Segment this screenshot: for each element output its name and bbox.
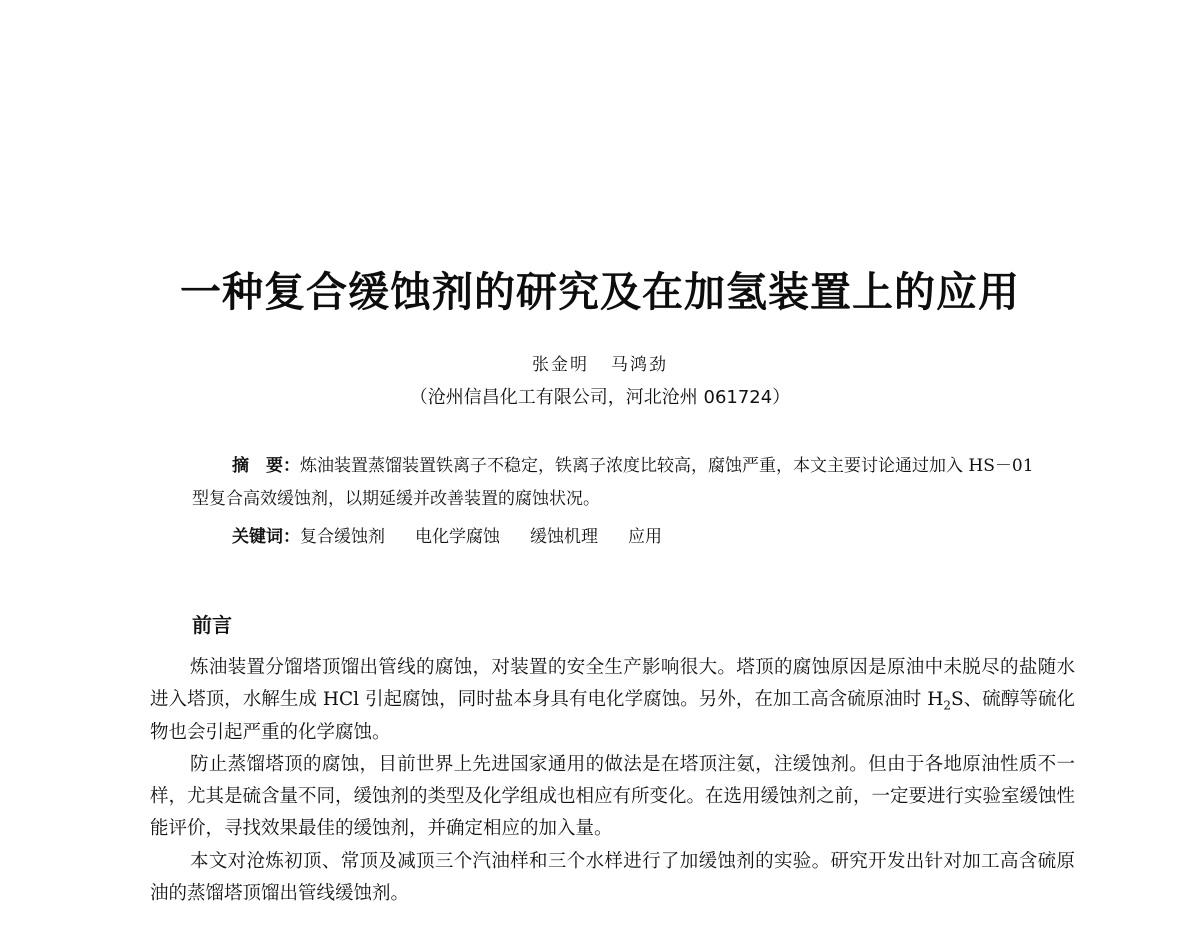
affiliation: （沧州信昌化工有限公司，河北沧州 061724）	[409, 387, 791, 408]
keywords-label: 关键词：	[232, 527, 300, 547]
keywords	[232, 522, 692, 552]
section-heading: 前言	[192, 613, 232, 637]
section-body	[150, 652, 1075, 910]
keyword: 电化学腐蚀	[415, 527, 500, 547]
paragraph-text: S、硫醇等硫化物也会引起严重的化学腐蚀。	[150, 689, 1075, 743]
author-name: 马鸿劲	[611, 355, 668, 375]
paper-title: 一种复合缓蚀剂的研究及在加氢装置上的应用	[180, 268, 1020, 316]
subscript: 2	[943, 698, 952, 713]
keyword: 复合缓蚀剂	[300, 527, 385, 547]
author-name: 张金明	[532, 355, 589, 375]
paragraph: 本文对沧炼初顶、常顶及减顶三个汽油样和三个水样进行了加缓蚀剂的实验。研究开发出针对加工高含硫原油的蒸馏塔顶馏出管线缓蚀剂。	[150, 850, 1075, 905]
paragraph	[150, 652, 1075, 749]
paragraph: 防止蒸馏塔顶的腐蚀，目前世界上先进国家通用的做法是在塔顶注氨，注缓蚀剂。但由于各地原油性质不一样，尤其是硫含量不同，缓蚀剂的类型及化学组成也相应有所变化。在选用缓蚀剂之前，一定要进行实验室缓蚀性能评价，寻找效果最佳的缓蚀剂，并确定相应的加入量。	[150, 753, 1076, 840]
paragraph-text: 炼油装置分馏塔顶馏出管线的腐蚀，对装置的安全生产影响很大。塔顶的腐蚀原因是原油中未脱尽的盐随水进入塔顶，水解生成 HCl 引起腐蚀，同时盐本身具有电化学腐蚀。另外，在加工高含硫原油时 H	[150, 657, 1075, 711]
abstract-text: 炼油装置蒸馏装置铁离子不稳定，铁离子浓度比较高，腐蚀严重，本文主要讨论通过加入 HS－01 型复合高效缓蚀剂，以期延缓并改善装置的腐蚀状况。	[192, 456, 1034, 509]
keyword: 应用	[628, 527, 662, 547]
keyword: 缓蚀机理	[530, 527, 598, 547]
abstract-label: 摘 要：	[232, 456, 300, 476]
abstract	[192, 450, 1042, 516]
author-line	[0, 352, 1200, 378]
